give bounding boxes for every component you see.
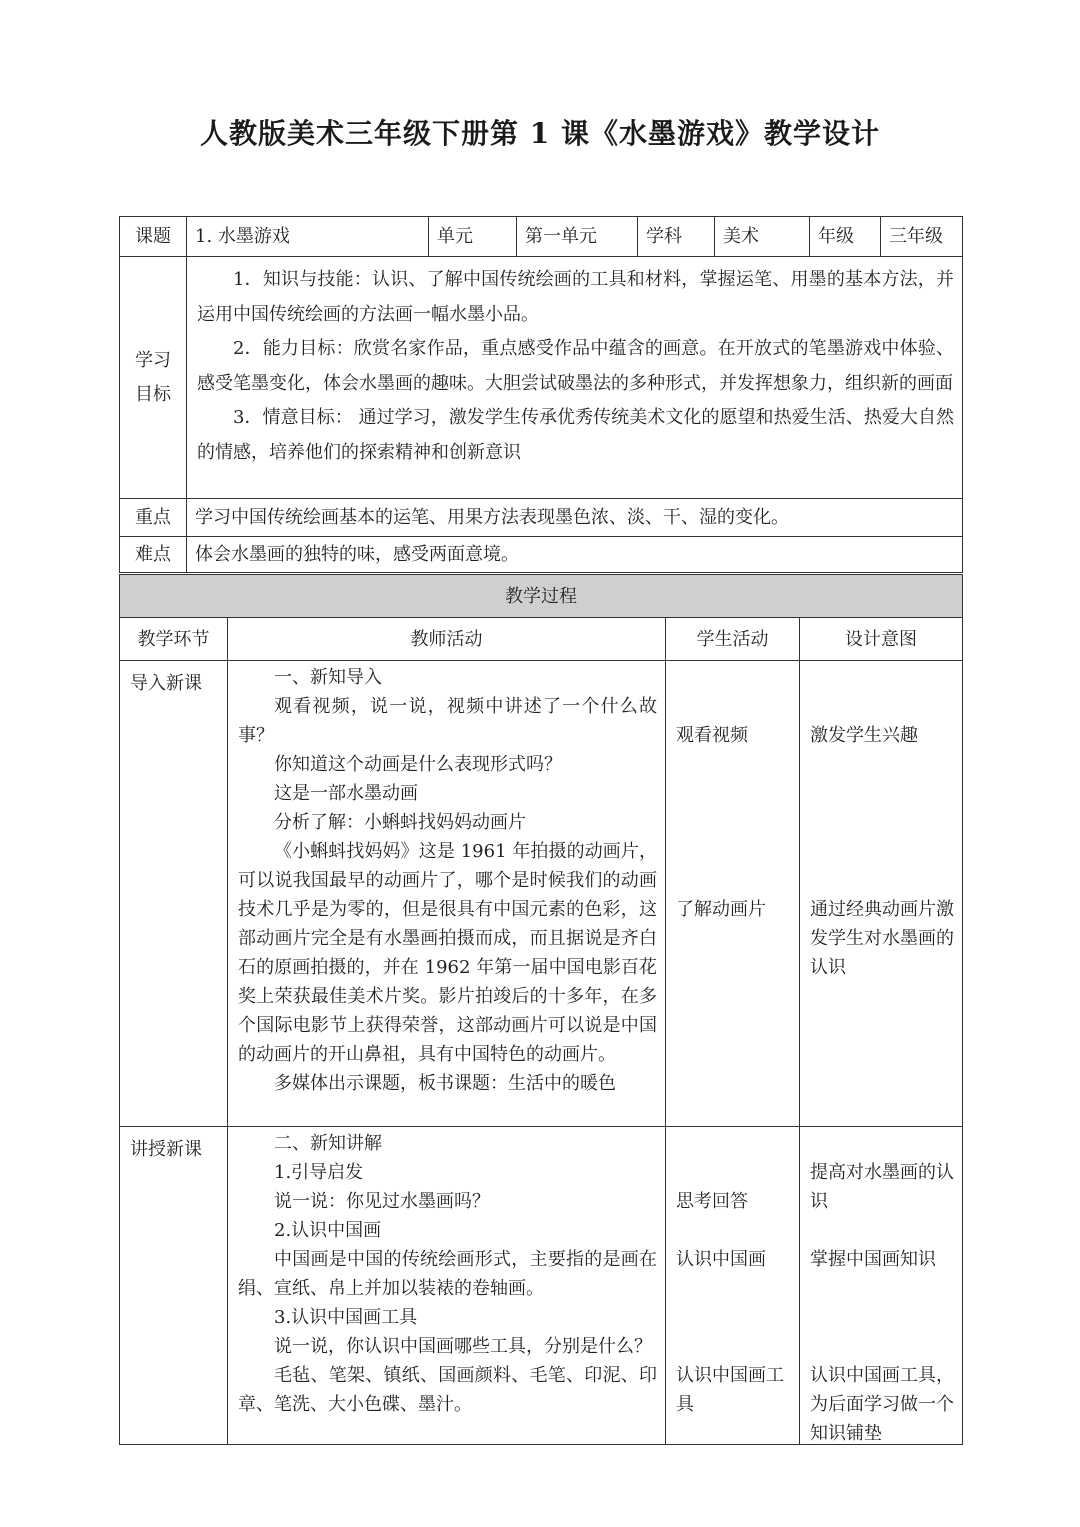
- lesson-info-table: [119, 216, 963, 573]
- list-item: 一、新知导入: [274, 667, 382, 688]
- list-item: 多媒体出示课题，板书课题：生活中的暖色: [274, 1073, 616, 1094]
- teacher-activity-lesson: [228, 1127, 666, 1445]
- course-value: 1. 水墨游戏: [187, 217, 429, 257]
- list-item: 认识中国画工具: [676, 1365, 784, 1415]
- list-item: 分析了解：小蝌蚪找妈妈动画片: [274, 812, 526, 833]
- col-student: 学生活动: [666, 618, 800, 661]
- list-item: 认识中国画工具，为后面学习做一个知识铺垫: [810, 1365, 954, 1444]
- stage-new-lesson: 讲授新课: [120, 1127, 228, 1445]
- list-item: 通过经典动画片激发学生对水墨画的认识: [810, 899, 954, 978]
- list-item: 提高对水墨画的认识: [810, 1162, 954, 1212]
- teacher-activity-intro: [228, 661, 666, 1127]
- list-item: 了解动画片: [676, 899, 766, 920]
- list-item: 中国画是中国的传统绘画形式，主要指的是画在绢、宣纸、帛上并加以装裱的卷轴画。: [238, 1249, 657, 1299]
- difficulty-label: 难点: [120, 537, 187, 573]
- goal-knowledge: 1．知识与技能：认识、了解中国传统绘画的工具和材料，掌握运笔、用墨的基本方法，并运用中国传统绘画的方法画一幅水墨小品。: [197, 269, 954, 325]
- design-intent-intro: [800, 661, 963, 1127]
- list-item: 说一说：你见过水墨画吗？: [274, 1191, 490, 1212]
- list-item: 掌握中国画知识: [810, 1249, 936, 1270]
- list-item: 认识中国画: [676, 1249, 766, 1270]
- student-activity-lesson: [666, 1127, 800, 1445]
- goal-emotion: 3．情意目标： 通过学习，激发学生传承优秀传统美术文化的愿望和热爱生活、热爱大自然的情感，培养他们的探索精神和创新意识: [197, 407, 954, 463]
- teaching-process-table: [119, 574, 963, 1445]
- unit-value: 第一单元: [517, 217, 638, 257]
- list-item: 你知道这个动画是什么表现形式吗？: [274, 754, 562, 775]
- document-title: 人教版美术三年级下册第 1 课《水墨游戏》教学设计: [200, 117, 880, 150]
- list-item: 二、新知讲解: [274, 1133, 382, 1154]
- list-item: 毛毡、笔架、镇纸、国画颜料、毛笔、印泥、印章、笔洗、大小色碟、墨汁。: [238, 1365, 657, 1415]
- list-item: 3.认识中国画工具: [274, 1307, 418, 1328]
- list-item: 这是一部水墨动画: [274, 783, 418, 804]
- process-header: 教学过程: [120, 575, 963, 618]
- design-intent-lesson: [800, 1127, 963, 1445]
- list-item: 观看视频: [676, 725, 748, 746]
- unit-label: 单元: [429, 217, 517, 257]
- col-stage: 教学环节: [120, 618, 228, 661]
- list-item: 2.认识中国画: [274, 1220, 382, 1241]
- list-item: 1.引导启发: [274, 1162, 364, 1183]
- subject-label: 学科: [638, 217, 715, 257]
- goals-label: 学习目标: [120, 257, 187, 499]
- list-item: 观看视频，说一说，视频中讲述了一个什么故事？: [238, 696, 657, 746]
- key-point-value: 学习中国传统绘画基本的运笔、用果方法表现墨色浓、淡、干、湿的变化。: [187, 499, 963, 537]
- list-item: 思考回答: [676, 1191, 748, 1212]
- list-item: 《小蝌蚪找妈妈》这是 1961 年拍摄的动画片，可以说我国最早的动画片了，哪个是时候我们的动画技术几乎是为零的，但是很具有中国元素的色彩，这部动画片完全是有水墨画拍摄而成，而且据说是齐白石的原画拍摄的，并在 1962 年第一届中国电影百花奖上荣获最佳美术片奖。影片拍竣后的十多年，在多个国际电影节上获得荣誉，这部动画片可以说是中国的动画片的开山鼻祖，具有中国特色的动画片。: [238, 841, 657, 1065]
- grade-label: 年级: [810, 217, 881, 257]
- student-activity-intro: [666, 661, 800, 1127]
- goal-ability: 2．能力目标：欣赏名家作品，重点感受作品中蕴含的画意。在开放式的笔墨游戏中体验、感受笔墨变化，体会水墨画的趣味。大胆尝试破墨法的多种形式，并发挥想象力，组织新的画面: [197, 338, 954, 394]
- grade-value: 三年级: [881, 217, 963, 257]
- list-item: 激发学生兴趣: [810, 725, 918, 746]
- col-teacher: 教师活动: [228, 618, 666, 661]
- course-label: 课题: [120, 217, 187, 257]
- learning-goals: [187, 257, 963, 499]
- difficulty-value: 体会水墨画的独特的味，感受两面意境。: [187, 537, 963, 573]
- col-intent: 设计意图: [800, 618, 963, 661]
- stage-intro: 导入新课: [120, 661, 228, 1127]
- subject-value: 美术: [715, 217, 810, 257]
- list-item: 说一说，你认识中国画哪些工具，分别是什么？: [274, 1336, 652, 1357]
- key-point-label: 重点: [120, 499, 187, 537]
